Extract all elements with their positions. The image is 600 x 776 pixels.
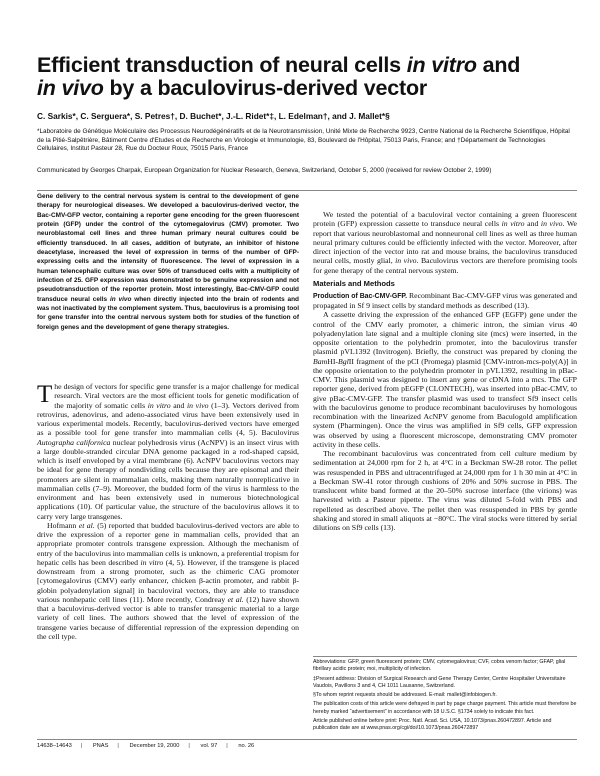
footnotes bbox=[313, 659, 577, 735]
divider bbox=[37, 190, 577, 191]
footnote-present-address: ‡Present address: Division of Surgical Research and Gene Therapy Center, Centre Hospitalier Universitaire Vaudois, Pavillons 3 and 4, CH 1011 Lausanne, Switzerland. bbox=[313, 675, 566, 689]
volume: vol. 97 bbox=[200, 743, 218, 749]
subsection-heading: Production of Bac-CMV-GFP. bbox=[313, 292, 408, 300]
footnote-page-charges: The publication costs of this article were defrayed in part by page charge payment. This article must therefore be hereby marked “advertisement” in accordance with 18 U.S.C. §1734 solely to indicate this fact. bbox=[313, 701, 577, 715]
footnote-abbreviations: Abbreviations: GFP, green fluorescent protein; CMV, cytomegalovirus; CVF, cobra venom factor; GFAP, glial fibrillary acidic protein; moi, multiplicity of infection. bbox=[313, 659, 566, 673]
footnote-reprint: §To whom reprint requests should be addressed. E-mail: mallet@infobiogen.fr. bbox=[313, 692, 497, 699]
intro-paragraph-1: The design of vectors for specific gene transfer is a major challenge for medical research. Viral vectors are the most efficient tools for genetic modification of the majority of somatic cells in vitro and in vivo (1–3). Vectors derived from retrovirus, adenovirus, and adeno-associated virus have been extensively used in various experimental models. Recently, baculovirus-derived vectors have emerged as a possible tool for gene transfer into mammalian cells (4, 5). Baculovirus Autographa californica nuclear polyhedrosis virus (AcNPV) is an insect virus with a large double-stranded circular DNA genome packaged in a rod-shaped capsid, which is itself enveloped by a viral membrane (6). AcNPV baculovirus vectors may be ideal for gene therapy of nondividing cells because they are episomal and their promoters are silent in mammalian cells, making them naturally nonreplicative in mammalian cells (7–9). Moreover, the budded form of the virus is harmless to the environment and has been extensively used in numerous biotechnological applications (10). Of particular value, the structure of the baculovirus allows it to carry very large transgenes. bbox=[37, 381, 299, 521]
journal-name: PNAS bbox=[92, 743, 109, 749]
methods-paragraph-3: The recombinant baculovirus was concentrated from cell culture medium by sedimentation at 24,000 rpm for 2 h, at 4°C in a Beckman SW-28 rotor. The pellet was resuspended in PBS and ultracentrifuged at 24,000 rpm for 1 h 30 min at 4°C in a Beckman SW-41 rotor through cushions of 20% and 50% sucrose in PBS. The translucent white band formed at the 20–50% sucrose interface (the virions) was harvested with a Pasteur pipette. The virus was diluted 5-fold with PBS and repelleted as described above. The pellet then was resuspended in PBS by gentle shaking and stored in small aliquots at −80°C. The viral stocks were tittered by serial dilutions on Sf9 cells (13). bbox=[313, 449, 577, 532]
footnote-published: Article published online before print: Proc. Natl. Acad. Sci. USA, 10.1073/pnas.260472897. Article and publication date are at www.pnas.org/cgi/doi/10.1073/pnas.260472897 bbox=[313, 718, 552, 732]
section-heading: Materials and Methods bbox=[313, 278, 395, 288]
methods-paragraph-1: Production of Bac-CMV-GFP. Recombinant Bac-CMV-GFP virus was generated and propagated in Sf 9 insect cells by standard methods as described (13). bbox=[313, 290, 577, 310]
abstract: Gene delivery to the central nervous system is central to the development of gene therapy for neurological diseases. We developed a baculovirus-derived vector, the Bac-CMV-GFP vector, containing a reporter gene encoding for the green fluorescent protein (GFP) under the control of the cytomegalovirus (CMV) promoter. Two neuroblastomal cell lines and three human primary neural cultures could be efficiently transduced. In all cases, addition of butyrate, an inhibitor of histone deacetylase, increased the level of expression in terms of the number of GFP-expressing cells and the intensity of fluorescence. The level of expression in a human telencephalic culture was over 50% of transduced cells with a multiplicity of infection of 25. GFP expression was demonstrated to be genuine expression and not pseudotransduction of the reporter protein. Most interestingly, Bac-CMV-GFP could transduce neural cells in vivo when directly injected into the brain of rodents and was not inactivated by the complement system. Thus, baculovirus is a promising tool for gene transfer into the central nervous system both for studies of the function of foreign genes and the development of gene therapy strategies. bbox=[37, 193, 299, 331]
right-column-body bbox=[313, 210, 577, 532]
affiliations: *Laboratoire de Génétique Moléculaire des Processus Neurodégénératifs et de la Neurotransmission, Unité Mixte de Recherche 9923, Centre National de la Recherche Scientifique, Hôpital de la Pitié-Salpêtrière, Bâtiment Centre d'Etudes et de Recherche en Virologie et Immunologie, 83, Boulevard de l'Hôpital, 75013 Paris, France; and †Département de Technologies Cellulaires, Institut Pasteur 28, Rue du Docteur Roux, 75015 Paris, France bbox=[37, 128, 570, 153]
left-column-body bbox=[37, 382, 299, 641]
drop-cap: T bbox=[37, 381, 53, 408]
page-footer: 14638–14643 | PNAS | December 19, 2000 | vol. 97 | no. 26 bbox=[37, 743, 255, 749]
intro-paragraph-3: We tested the potential of a baculoviral vector containing a green fluorescent protein (GFP) expression cassette to transduce neural cells in vitro and in vivo. We report that various neuroblastomal and nonneuronal cell lines as well as three human neural primary cultures could be efficiently infected with the vector. Moreover, after direct injection of the vector into rat and mouse brains, the baculovirus transduced neural cells, mostly glial, in vivo. Baculovirus vectors are therefore promising tools for gene therapy of the central nervous system. bbox=[313, 210, 578, 275]
issue-date: December 19, 2000 bbox=[129, 743, 180, 749]
footer-divider bbox=[37, 739, 577, 740]
communicated-by: Communicated by Georges Charpak, European Organization for Nuclear Research, Geneva, Switzerland, October 5, 2000 (received for review October 2, 1999) bbox=[37, 167, 492, 174]
footnote-divider bbox=[313, 656, 577, 657]
issue-number: no. 26 bbox=[238, 743, 255, 749]
intro-paragraph-2: Hofmann et al. (5) reported that budded baculovirus-derived vectors are able to drive the expression of a reporter gene in mammalian cells, provided that an appropriate promoter controls transgene expression. Although the mechanism of entry of the baculovirus into mammalian cells is unknown, a preferential tropism for hepatic cells has been described in vitro (4, 5). However, if the transgene is placed downstream from a strong promoter, such as the chimeric CAG promoter [cytomegalovirus (CMV) early enhancer, chicken β-actin promoter, and rabbit β-globin polyadenylation signal] in baculoviral vectors, they are able to transduce various nonhepatic cell lines (11). More recently, Condreay et al. (12) have shown that a baculovirus-derived vector is able to transfer transgenic material to a large variety of cell lines. The authors showed that the level of expression of the transgene varies because of differential repression of the expression depending on the cell type. bbox=[37, 520, 300, 641]
author-list: C. Sarkis*, C. Serguera*, S. Petres†, D. Buchet*, J.-L. Ridet*‡, L. Edelman†, and J. Mallet*§ bbox=[37, 111, 390, 121]
page-range: 14638–14643 bbox=[37, 743, 72, 749]
methods-paragraph-2: A cassette driving the expression of the enhanced GFP (EGFP) gene under the control of the CMV early promoter, a chimeric intron, the simian virus 40 polyadenylation late signal and a multiple cloning site (mcs) were inserted, in the opposite orientation to the polyhedrin promoter, into the baculovirus transfer plasmid pVL1392 (Invitrogen). Briefly, the construct was prepared by cloning the BamHI-BglII fragment of the pCI (Promega) plasmid [CMV-intron-mcs-poly(A)] in the opposite orientation to the polyhedrin promoter in pVL1392, resulting in pBac-CMV. This plasmid was designed to insert any gene or cDNA into a mcs. The GFP reporter gene, derived from pEGFP (CLONTECH), was inserted into pBac-CMV, to give pBac-CMV-GFP. The transfer plasmid was used to transfect Sf9 insect cells with the baculovirus genome to produce recombinant baculoviruses by homologous recombination with the linearized AcNPV genome from Baculogold amplification system (Pharmingen). Once the virus was amplified in Sf9 cells, GFP expression was observed by using a fluorescent microscope, demonstrating CMV promoter activity in these cells. bbox=[313, 310, 577, 449]
article-title: Efficient transduction of neural cells in vitro and in vivo by a baculovirus-derived vector bbox=[37, 53, 521, 100]
